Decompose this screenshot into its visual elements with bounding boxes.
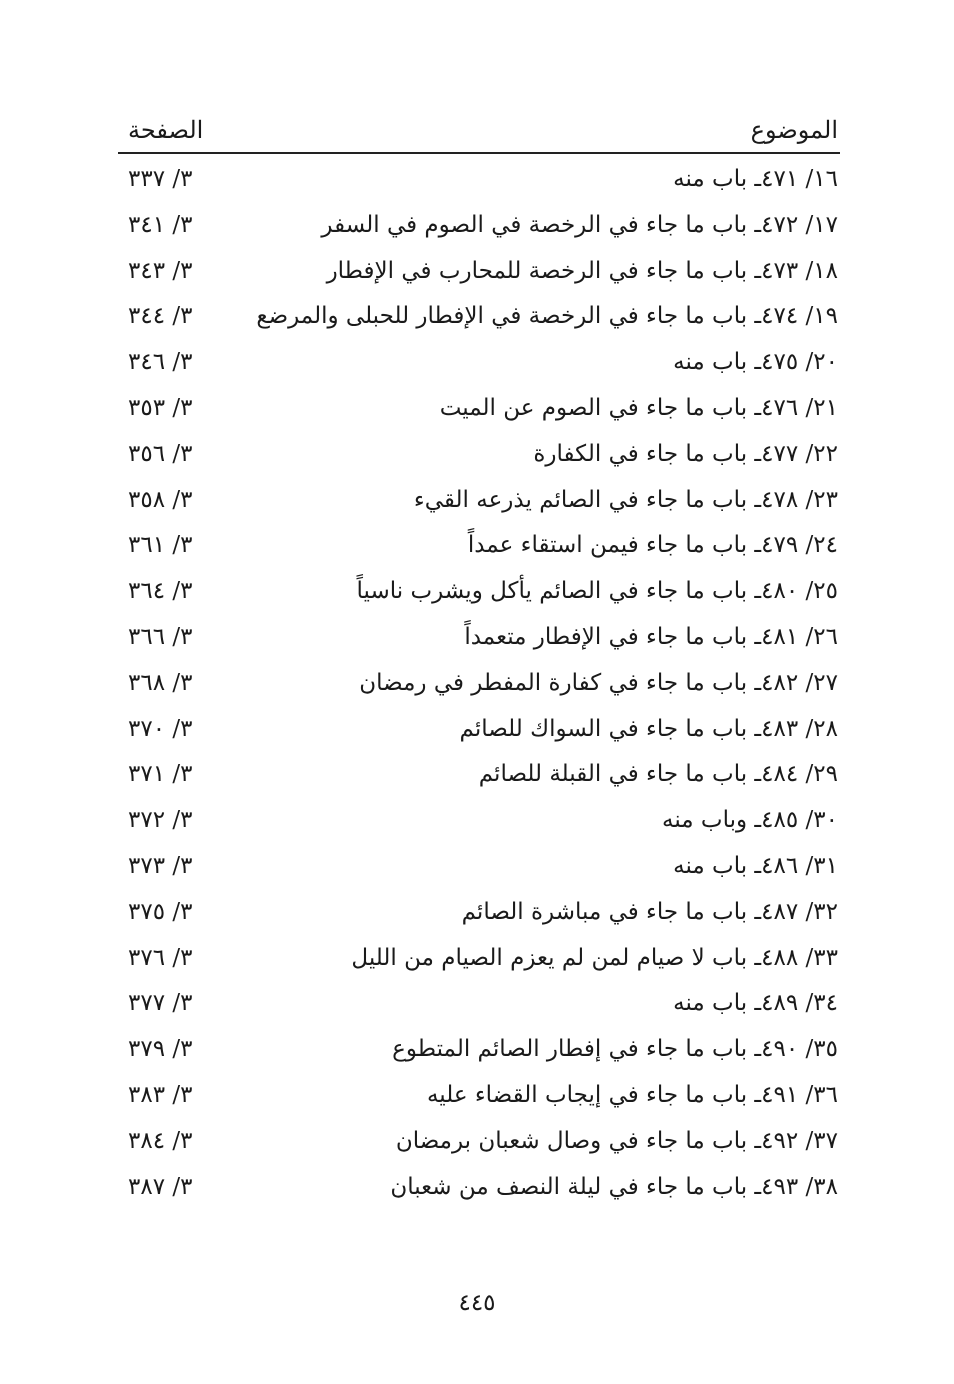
entry-page-ref: ٣/ ٣٧٦ [128,944,193,971]
entry-page-ref: ٣/ ٣٧٠ [128,715,193,742]
contents-entry [118,982,840,1028]
entry-title: ١٨/ ٤٧٣ـ باب ما جاء في الرخصة للمحارب في الإفطار [326,257,838,284]
contents-entry [118,616,840,662]
entry-page-ref: ٣/ ٣٧٥ [128,898,193,925]
entry-page-ref: ٣/ ٣٨٣ [128,1081,193,1108]
entry-page-ref: ٣/ ٣٨٧ [128,1173,193,1200]
entry-page-ref: ٣/ ٣٤٤ [128,303,193,330]
entry-title: ٢٤/ ٤٧٩ـ باب ما جاء فيمن استقاء عمداً [467,532,838,559]
entry-page-ref: ٣/ ٣٤٦ [128,349,193,376]
contents-entry [118,204,840,250]
entry-title: ٣٧/ ٤٩٢ـ باب ما جاء في وصال شعبان برمضان [395,1127,838,1154]
contents-entry [118,1028,840,1074]
entry-title: ٢٣/ ٤٧٨ـ باب ما جاء في الصائم يذرعه القيء [413,486,838,513]
entry-page-ref: ٣/ ٣٤١ [128,211,193,238]
entry-title: ٣٥/ ٤٩٠ـ باب ما جاء في إفطار الصائم المتطوع [392,1036,838,1063]
entry-page-ref: ٣/ ٣٦٤ [128,578,193,605]
entry-page-ref: ٣/ ٣٣٧ [128,166,193,192]
entry-title: ٢٢/ ٤٧٧ـ باب ما جاء في الكفارة [533,440,838,467]
entry-title: ٣٢/ ٤٨٧ـ باب ما جاء في مباشرة الصائم [461,898,838,925]
entry-title: ٣٨/ ٤٩٣ـ باب ما جاء في ليلة النصف من شعبان [390,1173,838,1200]
header-divider [118,152,840,154]
contents-entry [118,433,840,479]
contents-entry [118,891,840,937]
entry-title: ٢٥/ ٤٨٠ـ باب ما جاء في الصائم يأكل ويشرب ناسياً [356,578,838,605]
contents-entry [118,708,840,754]
contents-list [118,158,840,1211]
entry-title: ١٩/ ٤٧٤ـ باب ما جاء في الرخصة في الإفطار للحبلى والمرضع [256,303,838,330]
entry-title: ٣٤/ ٤٨٩ـ باب منه [673,990,838,1017]
entry-page-ref: ٣/ ٣٧٩ [128,1036,193,1063]
entry-page-ref: ٣/ ٣٦٨ [128,669,193,696]
topic-column-label: الموضوع [750,116,838,144]
contents-entry [118,250,840,296]
entry-title: ٣٣/ ٤٨٨ـ باب لا صيام لمن لم يعزم الصيام من الليل [351,944,838,971]
contents-entry [118,1166,840,1212]
entry-page-ref: ٣/ ٣٥٦ [128,440,193,467]
contents-entry [118,1120,840,1166]
contents-entry [118,524,840,570]
entry-title: ٢٨/ ٤٨٣ـ باب ما جاء في السواك للصائم [459,715,838,742]
entry-title: ٢٩/ ٤٨٤ـ باب ما جاء في القبلة للصائم [478,761,838,788]
contents-entry [118,570,840,616]
contents-entry [118,295,840,341]
entry-title: ٣٦/ ٤٩١ـ باب ما جاء في إيجاب القضاء عليه [426,1081,838,1108]
contents-entry [118,341,840,387]
entry-page-ref: ٣/ ٣٧١ [128,761,193,788]
entry-title: ٢٦/ ٤٨١ـ باب ما جاء في الإفطار متعمداً [464,623,838,650]
contents-entry [118,799,840,845]
entry-page-ref: ٣/ ٣٧٧ [128,990,193,1017]
entry-title: ٢١/ ٤٧٦ـ باب ما جاء في الصوم عن الميت [439,394,838,421]
entry-title: ٣١/ ٤٨٦ـ باب منه [673,852,838,879]
entry-page-ref: ٣/ ٣٧٢ [128,807,193,834]
contents-entry [118,753,840,799]
entry-title: ٣٠/ ٤٨٥ـ وباب منه [662,807,838,834]
contents-entry [118,1074,840,1120]
contents-entry [118,479,840,525]
entry-title: ١٦/ ٤٧١ـ باب منه [673,166,838,192]
table-header [118,112,840,152]
entry-page-ref: ٣/ ٣٦١ [128,532,193,559]
entry-page-ref: ٣/ ٣٧٣ [128,852,193,879]
contents-entry [118,662,840,708]
entry-page-ref: ٣/ ٣٨٤ [128,1127,193,1154]
entry-title: ٢٧/ ٤٨٢ـ باب ما جاء في كفارة المفطر في رمضان [359,669,838,696]
entry-page-ref: ٣/ ٣٤٣ [128,257,193,284]
entry-page-ref: ٣/ ٣٥٣ [128,394,193,421]
page-column-label: الصفحة [128,116,204,144]
contents-entry [118,387,840,433]
contents-entry [118,937,840,983]
contents-entry [118,158,840,204]
page-number: ٤٤٥ [458,1290,496,1316]
entry-title: ١٧/ ٤٧٢ـ باب ما جاء في الرخصة في الصوم في السفر [321,211,838,238]
entry-page-ref: ٣/ ٣٥٨ [128,486,193,513]
entry-page-ref: ٣/ ٣٦٦ [128,623,193,650]
contents-entry [118,845,840,891]
entry-title: ٢٠/ ٤٧٥ـ باب منه [673,349,838,376]
